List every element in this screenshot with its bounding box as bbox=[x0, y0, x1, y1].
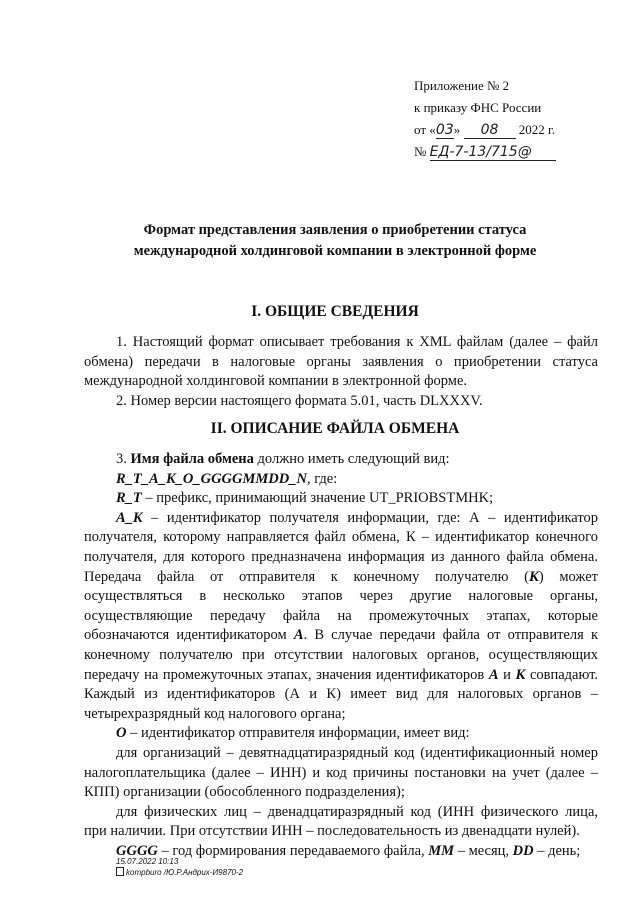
paragraph-3: 3. Имя файла обмена должно иметь следующий вид: bbox=[116, 451, 450, 467]
individual-code: для физических лиц – двенадцатиразрядный код (ИНН физического лица, при наличии. При отсутствии ИНН – последовательность из двенадцати нулей). bbox=[84, 803, 598, 840]
section-2-heading: II. ОПИСАНИЕ ФАЙЛА ОБМЕНА bbox=[210, 420, 460, 437]
handwritten-day: 03 bbox=[435, 122, 454, 138]
filename-pattern: R_T_A_K_O_GGGGMMDD_N, где: bbox=[116, 470, 338, 487]
footer-author: kompburo /Ю.Р.Андрих-И9870-2 bbox=[126, 868, 244, 877]
section-1-heading: I. ОБЩИЕ СВЕДЕНИЯ bbox=[251, 303, 419, 320]
order-reference: к приказу ФНС России bbox=[414, 100, 542, 115]
date-year: 2022 г. bbox=[518, 122, 556, 137]
recipient-definition: A_K – идентификатор получателя информации, где: А – идентификатор получателя, которому направляется файл обмена, К – идентификатор конечного получателя, для которого предназначена информация из данного файла обмена. Передача файла от отправителя к конечному получателю (К) может осуществляться в несколько этапов через другие налоговые органы, осуществляющие передачу файла на промежуточных этапах, которые обозначаются идентификатором А. В случае передачи файла от отправителя к конечному получателю при отсутствии налоговых органов, осуществляющих передачу на промежуточных этапах, значения идентификаторов А и К совпадают. Каждый из идентификаторов (А и К) имеет вид для налоговых органов – четырехразрядный код налогового органа; bbox=[84, 509, 598, 722]
date-definition: GGGG – год формирования передаваемого файла, MM – месяц, DD – день; bbox=[116, 842, 581, 859]
appendix-header bbox=[414, 75, 556, 163]
appendix-number: Приложение № 2 bbox=[414, 78, 510, 93]
footer-stamp bbox=[116, 856, 243, 878]
handwritten-order-number: ЕД-7-13/715@ bbox=[430, 145, 556, 161]
document-title: Формат представления заявления о приобретении статуса международной холдинговой компании в электронной форме bbox=[133, 222, 537, 259]
paragraph-1: 1. Настоящий формат описывает требования к XML файлам (далее – файл обмена) передачи в налоговые органы заявления о приобретении статуса международной холдинговой компании в электронной форме. bbox=[84, 334, 598, 390]
paragraph-2: 2. Номер версии настоящего формата 5.01, часть DLXXXV. bbox=[116, 392, 483, 409]
order-number: № ЕД-7-13/715@ bbox=[414, 141, 556, 163]
sender-definition: O – идентификатор отправителя информации, имеет вид: bbox=[116, 725, 470, 742]
section-1-body bbox=[84, 333, 598, 411]
footer-timestamp: 15.07.2022 10:13 bbox=[116, 857, 179, 866]
document-icon bbox=[116, 867, 124, 876]
order-date: от «03» 08 2022 г. bbox=[414, 122, 556, 138]
handwritten-month: 08 bbox=[464, 123, 516, 139]
section-2-body bbox=[84, 450, 598, 861]
organization-code: для организаций – девятнадцатиразрядный код (идентификационный номер налогоплательщика (далее – ИНН) и код причины постановки на учет (далее – КПП) организации (обособленного подразделения); bbox=[84, 744, 598, 801]
prefix-definition: R_T – префикс, принимающий значение UT_PRIOBSTMHK; bbox=[116, 490, 494, 507]
